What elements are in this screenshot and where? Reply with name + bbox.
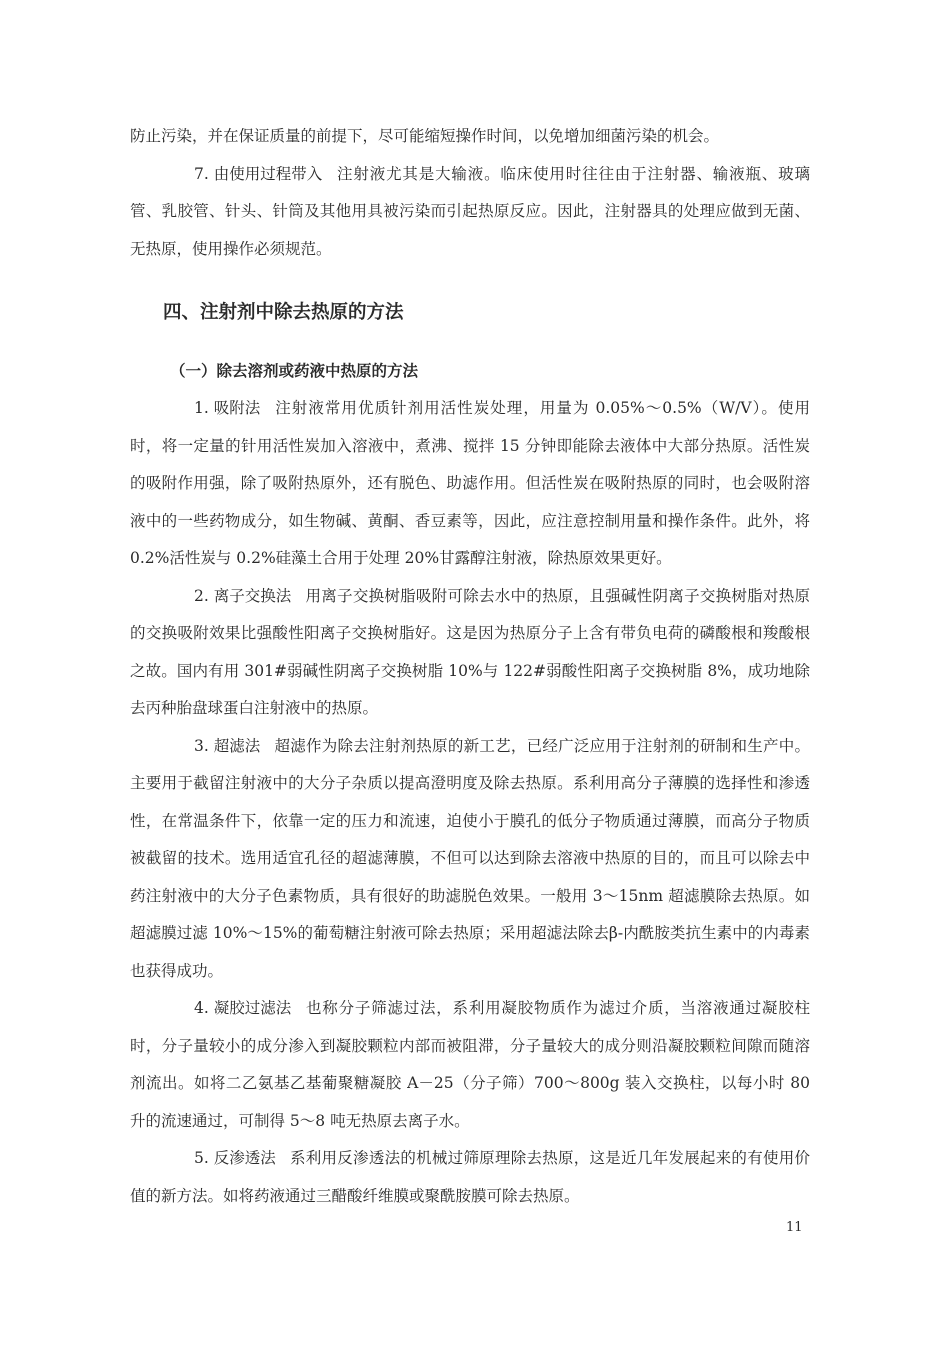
item-7-lead: 7. 由使用过程带入 (194, 164, 323, 183)
subsection-heading: （一）除去溶剂或药液中热原的方法 (170, 362, 419, 380)
method-lead: 2. 离子交换法 (194, 586, 292, 605)
section-heading: 四、注射剂中除去热原的方法 (163, 302, 404, 323)
method-paragraph-ion-exchange (130, 578, 810, 728)
method-paragraph-gel-filtration (130, 990, 810, 1140)
method-paragraph-ultrafiltration (130, 728, 810, 991)
method-paragraph-adsorption (130, 390, 810, 578)
method-lead: 3. 超滤法 (194, 736, 261, 755)
method-lead: 5. 反渗透法 (194, 1149, 276, 1167)
method-text: 用离子交换树脂吸附可除去水中的热原，且强碱性阴离子交换树脂对热原的交换吸附效果比强酸性阳离子交换树脂好。这是因为热原分子上含有带负电荷的磷酸根和羧酸根之故。国内有用 301#弱碱性阴离子交换树脂 10%与 122#弱酸性阳离子交换树脂 8%，成功地除去丙种胎盘球蛋白注射液中的热原。 (130, 586, 810, 717)
method-text: 也称分子筛滤过法，系利用凝胶物质作为滤过介质，当溶液通过凝胶柱时，分子量较小的成分渗入到凝胶颗粒内部而被阻滞，分子量较大的成分则沿凝胶颗粒间隙而随溶剂流出。如将二乙氨基乙基葡聚糖凝胶 A－25（分子筛）700～800g 装入交换柱，以每小时 80 升的流速通过，可制得 5～8 吨无热原去离子水。 (130, 999, 810, 1130)
method-text: 注射液常用优质针剂用活性炭处理，用量为 0.05%～0.5%（W/V）。使用时，将一定量的针用活性炭加入溶液中，煮沸、搅拌 15 分钟即能除去液体中大部分热原。活性炭的吸附作用强，除了吸附热原外，还有脱色、助滤作用。但活性炭在吸附热原的同时，也会吸附溶液中的一些药物成分，如生物碱、黄酮、香豆素等，因此，应注意控制用量和操作条件。此外，将 0.2%活性炭与 0.2%硅藻土合用于处理 20%甘露醇注射液，除热原效果更好。 (130, 399, 810, 567)
method-text: 系利用反渗透法的机械过筛原理除去热原，这是近几年发展起来的有使用价值的新方法。如将药液通过三醋酸纤维膜或聚酰胺膜可除去热原。 (130, 1149, 810, 1205)
method-lead: 4. 凝胶过滤法 (194, 999, 292, 1017)
intro-paragraph: 防止污染，并在保证质量的前提下，尽可能缩短操作时间，以免增加细菌污染的机会。 (130, 127, 720, 145)
method-lead: 1. 吸附法 (194, 399, 261, 417)
item-7-paragraph (130, 156, 810, 269)
item-7-text: 注射液尤其是大输液。临床使用时往往由于注射器、输液瓶、玻璃管、乳胶管、针头、针筒及其他用具被污染而引起热原反应。因此，注射器具的处理应做到无菌、无热原，使用操作必须规范。 (130, 164, 810, 258)
method-paragraph-reverse-osmosis (130, 1140, 810, 1215)
page-number: 11 (786, 1220, 803, 1235)
method-text: 超滤作为除去注射剂热原的新工艺，已经广泛应用于注射剂的研制和生产中。主要用于截留注射液中的大分子杂质以提高澄明度及除去热原。系利用高分子薄膜的选择性和渗透性，在常温条件下，依靠一定的压力和流速，迫使小于膜孔的低分子物质通过薄膜，而高分子物质被截留的技术。选用适宜孔径的超滤薄膜，不但可以达到除去溶液中热原的目的，而且可以除去中药注射液中的大分子色素物质，具有很好的助滤脱色效果。一般用 3～15nm 超滤膜除去热原。如超滤膜过滤 10%～15%的葡萄糖注射液可除去热原；采用超滤法除去β-内酰胺类抗生素中的内毒素也获得成功。 (130, 736, 810, 980)
